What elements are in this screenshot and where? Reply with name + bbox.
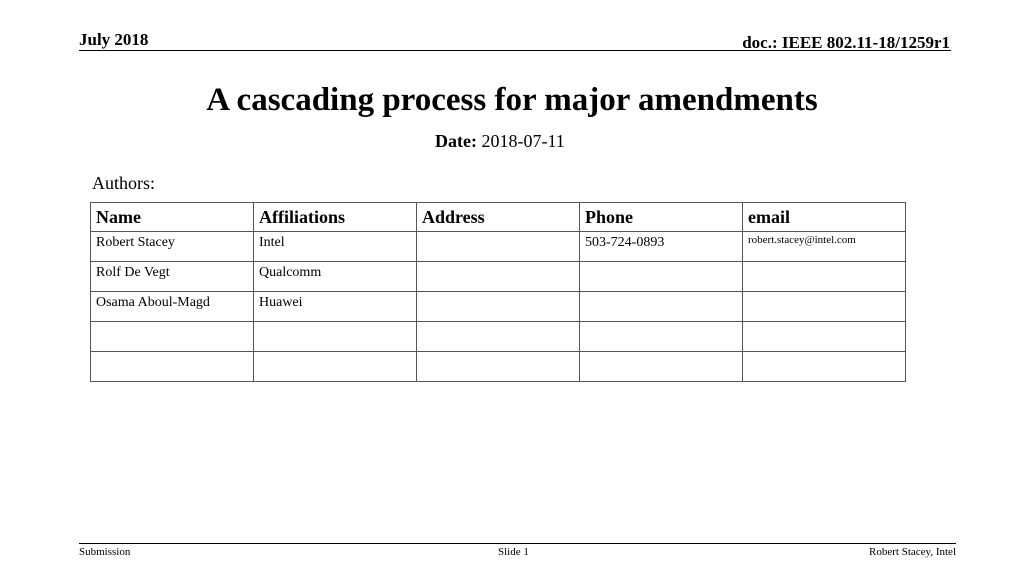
cell-affiliation: Intel xyxy=(254,232,417,262)
cell-address xyxy=(417,232,580,262)
cell-name: Rolf De Vegt xyxy=(91,262,254,292)
cell-address xyxy=(417,322,580,352)
header-divider xyxy=(79,50,951,51)
authors-label: Authors: xyxy=(92,173,155,193)
column-header-phone: Phone xyxy=(580,203,743,232)
cell-phone xyxy=(580,352,743,382)
cell-address xyxy=(417,352,580,382)
header-date: July 2018 xyxy=(79,30,149,49)
cell-email xyxy=(743,292,906,322)
cell-phone xyxy=(580,322,743,352)
table-row xyxy=(91,262,906,292)
header-doc-id: doc.: IEEE 802.11-18/1259r1 xyxy=(742,33,950,52)
column-header-affiliations: Affiliations xyxy=(254,203,417,232)
cell-phone xyxy=(580,262,743,292)
slide-title: A cascading process for major amendments xyxy=(206,82,818,118)
table-row xyxy=(91,352,906,382)
cell-address xyxy=(417,292,580,322)
cell-email xyxy=(743,322,906,352)
column-header-email: email xyxy=(743,203,906,232)
cell-email xyxy=(743,262,906,292)
footer-slide-number: Slide 1 xyxy=(498,546,529,558)
date-label: Date: xyxy=(435,131,477,151)
cell-affiliation xyxy=(254,352,417,382)
cell-phone xyxy=(580,292,743,322)
cell-affiliation xyxy=(254,322,417,352)
date-line xyxy=(435,131,565,152)
cell-email xyxy=(743,352,906,382)
column-header-name: Name xyxy=(91,203,254,232)
cell-name: Osama Aboul-Magd xyxy=(91,292,254,322)
cell-phone: 503-724-0893 xyxy=(580,232,743,262)
cell-address xyxy=(417,262,580,292)
column-header-address: Address xyxy=(417,203,580,232)
footer-author: Robert Stacey, Intel xyxy=(869,546,956,558)
table-row xyxy=(91,322,906,352)
table-row xyxy=(91,232,906,262)
table-row xyxy=(91,292,906,322)
cell-name xyxy=(91,352,254,382)
cell-name xyxy=(91,322,254,352)
footer-submission: Submission xyxy=(79,546,131,558)
date-value: 2018-07-11 xyxy=(481,131,565,151)
cell-affiliation: Qualcomm xyxy=(254,262,417,292)
footer-divider xyxy=(79,543,956,544)
cell-affiliation: Huawei xyxy=(254,292,417,322)
authors-table xyxy=(90,202,906,382)
cell-name: Robert Stacey xyxy=(91,232,254,262)
table-header-row xyxy=(91,203,906,232)
cell-email: robert.stacey@intel.com xyxy=(743,232,906,262)
